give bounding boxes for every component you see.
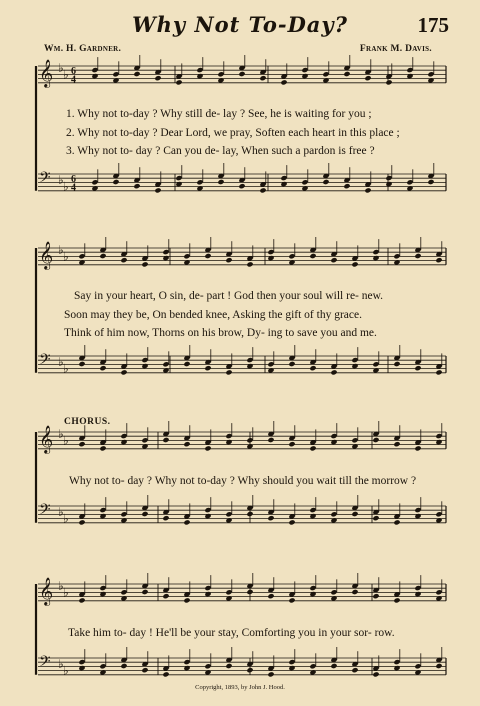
note-head	[246, 667, 253, 673]
note-head	[154, 187, 161, 193]
note-head	[120, 257, 127, 263]
flat-icon: ♭	[63, 361, 69, 376]
note-head	[259, 187, 266, 193]
page-number: 175	[417, 13, 449, 37]
note-head	[372, 671, 379, 677]
note-head	[330, 257, 337, 263]
note-head	[267, 671, 274, 677]
lyric-line: Take him to- day ! He'll be your stay, Comforting you in your sor- row.	[68, 627, 395, 639]
note-head	[246, 511, 253, 517]
note-head	[435, 257, 442, 263]
treble-clef-icon: 𝄞	[39, 59, 54, 87]
staff	[38, 241, 446, 270]
note-head	[99, 445, 106, 451]
chorus-label: CHORUS.	[64, 417, 111, 427]
note-head	[112, 179, 119, 185]
note-head	[133, 183, 140, 189]
note-head	[141, 667, 148, 673]
copyright-notice: Copyright, 1893, by John J. Hood.	[195, 684, 285, 691]
note-head	[343, 71, 350, 77]
note-head	[364, 187, 371, 193]
note-head	[288, 519, 295, 525]
note-head	[351, 667, 358, 673]
note-head	[351, 261, 358, 267]
note-head	[364, 75, 371, 81]
treble-clef-icon: 𝄞	[39, 241, 54, 269]
flat-icon: ♭	[58, 243, 64, 257]
note-head	[183, 597, 190, 603]
note-head	[330, 663, 337, 669]
note-head	[372, 593, 379, 599]
note-head	[393, 361, 400, 367]
note-head	[343, 183, 350, 189]
flat-icon: ♭	[63, 433, 69, 448]
note-head	[414, 365, 421, 371]
note-head	[288, 597, 295, 603]
note-head	[183, 441, 190, 447]
flat-icon: ♭	[58, 427, 64, 441]
note-head	[309, 365, 316, 371]
note-head	[267, 593, 274, 599]
lyric-line: Soon may they be, On bended knee, Asking the gift of thy grace.	[64, 309, 362, 321]
note-head	[217, 179, 224, 185]
lyric-line: Why not to- day ? Why not to-day ? Why should you wait till the morrow ?	[69, 475, 417, 487]
note-head	[175, 79, 182, 85]
time-signature-denominator: 4	[71, 182, 76, 194]
flat-icon: ♭	[58, 173, 64, 188]
note-head	[309, 445, 316, 451]
bass-clef-icon: 𝄢	[39, 653, 51, 674]
staff	[38, 351, 446, 376]
staff	[38, 501, 446, 526]
lyric-line: Think of him now, Thorns on his brow, Dy- ing to save you and me.	[64, 327, 377, 339]
note-head	[246, 261, 253, 267]
note-head	[267, 515, 274, 521]
note-head	[414, 253, 421, 259]
note-head	[238, 71, 245, 77]
note-head	[393, 519, 400, 525]
note-head	[133, 71, 140, 77]
lyric-line: 1. Why not to-day ? Why still de- lay ? See, he is waiting for you ;	[66, 108, 372, 120]
flat-icon: ♭	[63, 585, 69, 600]
note-head	[372, 437, 379, 443]
note-head	[330, 369, 337, 375]
bass-clef-icon: 𝄢	[39, 351, 51, 372]
lyricist-credit: Wm. H. Gardner.	[44, 44, 122, 54]
note-head	[183, 361, 190, 367]
flat-icon: ♭	[58, 505, 64, 520]
note-head	[322, 179, 329, 185]
note-head	[78, 441, 85, 447]
lyric-line: 3. Why not to- day ? Can you de- lay, When such a pardon is free ?	[66, 145, 375, 157]
flat-icon: ♭	[58, 61, 64, 75]
lyric-line: 2. Why not to-day ? Dear Lord, we pray, Soften each heart in this place ;	[66, 127, 400, 139]
note-head	[204, 445, 211, 451]
staff	[38, 653, 446, 678]
note-head	[204, 253, 211, 259]
note-head	[351, 589, 358, 595]
flat-icon: ♭	[63, 179, 69, 194]
note-head	[162, 437, 169, 443]
note-head	[99, 253, 106, 259]
note-head	[162, 515, 169, 521]
time-signature-numerator: 6	[71, 66, 76, 77]
flat-icon: ♭	[63, 67, 69, 82]
note-head	[267, 437, 274, 443]
note-head	[414, 445, 421, 451]
note-head	[393, 441, 400, 447]
time-signature-denominator: 4	[71, 74, 76, 86]
note-head	[99, 365, 106, 371]
time-signature-numerator: 6	[71, 174, 76, 185]
staff	[38, 425, 446, 454]
note-head	[435, 663, 442, 669]
note-head	[183, 519, 190, 525]
hymn-title: Why Not To-Day?	[132, 12, 348, 37]
note-head	[141, 511, 148, 517]
staff	[38, 577, 446, 606]
note-head	[141, 261, 148, 267]
note-head	[259, 75, 266, 81]
note-head	[435, 369, 442, 375]
bass-clef-icon: 𝄢	[39, 501, 51, 522]
note-head	[288, 441, 295, 447]
note-head	[225, 369, 232, 375]
note-head	[309, 253, 316, 259]
note-head	[78, 361, 85, 367]
note-head	[246, 589, 253, 595]
note-head	[393, 597, 400, 603]
note-head	[141, 589, 148, 595]
note-head	[385, 79, 392, 85]
note-head	[288, 361, 295, 367]
note-head	[372, 515, 379, 521]
flat-icon: ♭	[58, 355, 64, 370]
note-head	[427, 179, 434, 185]
note-head	[280, 79, 287, 85]
bass-clef-icon: 𝄢	[39, 169, 51, 190]
note-head	[225, 663, 232, 669]
treble-clef-icon: 𝄞	[39, 577, 54, 605]
note-head	[120, 663, 127, 669]
composer-credit: Frank M. Davis.	[359, 44, 432, 54]
note-head	[204, 365, 211, 371]
note-head	[351, 511, 358, 517]
note-head	[238, 183, 245, 189]
flat-icon: ♭	[63, 249, 69, 264]
flat-icon: ♭	[63, 511, 69, 526]
flat-icon: ♭	[58, 579, 64, 593]
note-head	[225, 257, 232, 263]
note-head	[78, 597, 85, 603]
lyric-line: Say in your heart, O sin, de- part ! God then your soul will re- new.	[74, 290, 384, 302]
treble-clef-icon: 𝄞	[39, 425, 54, 453]
note-head	[154, 75, 161, 81]
note-head	[78, 519, 85, 525]
flat-icon: ♭	[58, 657, 64, 672]
note-head	[120, 369, 127, 375]
flat-icon: ♭	[63, 663, 69, 678]
note-head	[162, 593, 169, 599]
note-head	[162, 671, 169, 677]
